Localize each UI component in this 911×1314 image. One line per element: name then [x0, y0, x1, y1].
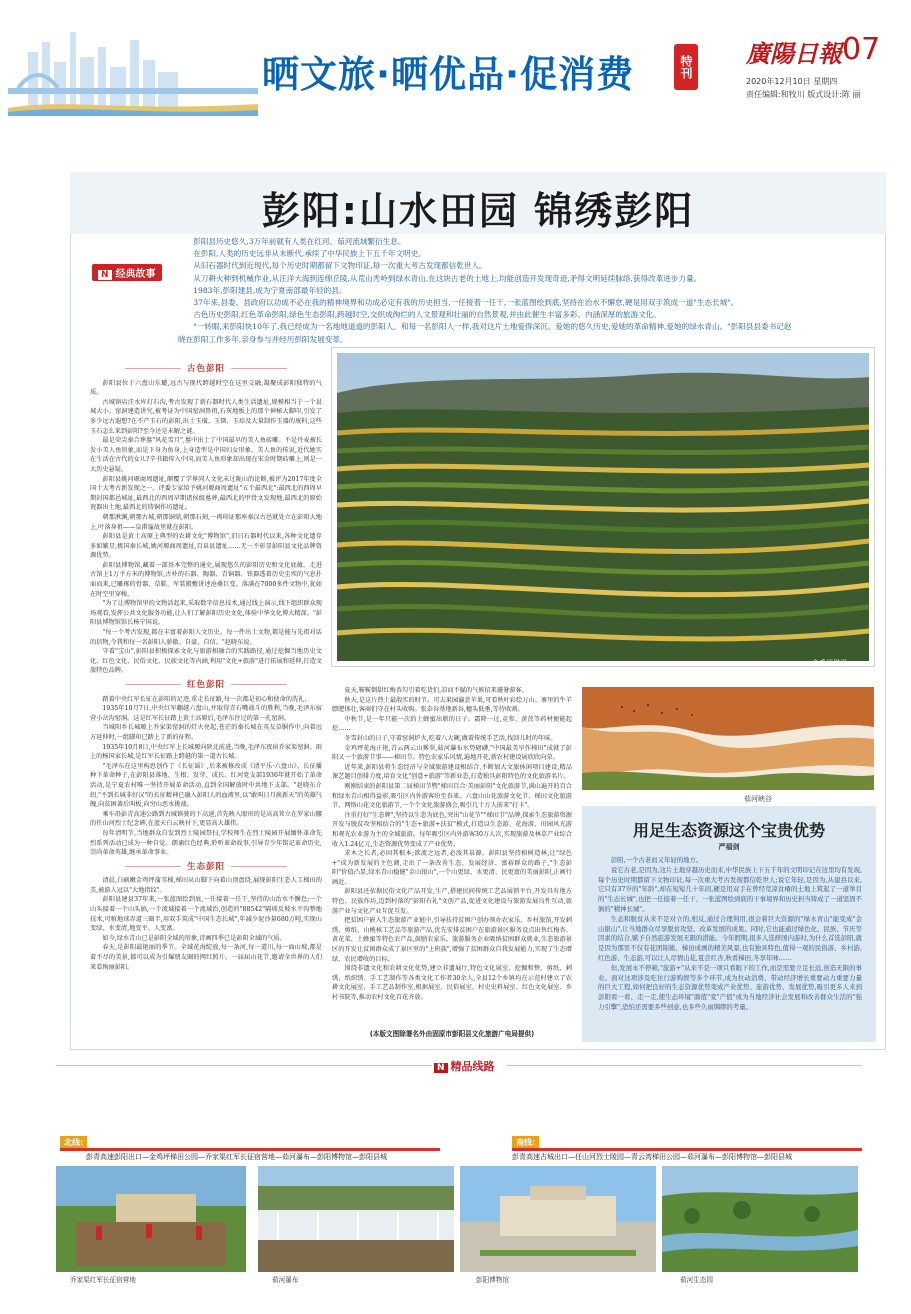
- body-paragraph: 最是荣尖秦合葬墓"风花雪月",墓中出土了中国最早的美人鱼砖雕。不是丹麦被长发小美人鱼形象,而是下身为鱼身,上身造型是中国妇女形象。美人鱼的传说,近代她实在生活在古代的女儿?辛书籍传入中国,而美人鱼形象却出现在宋金时期砖雕上,则是一大历史悬疑。: [90, 437, 322, 473]
- north-route-bar: [60, 1148, 440, 1151]
- commentary-author: 严福剑: [718, 843, 740, 851]
- route-photo-caption: 茹河瀑布: [272, 1276, 299, 1284]
- routes-divider-right: [506, 1065, 862, 1066]
- body-paragraph: 当城阳乡长城塬上乔家渠窑洞的灯火亮起,苍茫的秦长城在英友草胴作中,向着远方延伸时,一组脚印已踏上了新的征程。: [90, 724, 322, 741]
- route-photo-caption: 彭阳博物馆: [476, 1276, 509, 1284]
- routes-divider-left: [56, 1065, 432, 1066]
- small-photo-caption: 茹河峡谷: [744, 795, 772, 803]
- routes-heading-mark: N: [434, 1063, 448, 1073]
- editor-credits: 责任编辑:和牧川 版式设计:陈 丽: [746, 90, 861, 99]
- body-paragraph: 清晨,白刷嫩金鸡坪蒲苇梯,梯田从山脚下向着山顶盘绕,展现彭阳生态人工梯田的美,被游人冠以"大地指纹"。: [90, 877, 322, 894]
- body-paragraph: 如今,绿水青山已是彭阳全域的形象,诗画四季已是彭阳全域的气质。: [102, 934, 286, 942]
- body-paragraph: 彭阳县还依据民俗文化产品开发,生产,搭建民间传统工艺品展销平台,开发具有地方特色、民族作坊,迈到村落的"彭阳有礼"文创产品,促进文化建设与旅游发展良性互动,旅游产业与文化产业互促互发。: [332, 888, 572, 915]
- body-paragraph: 守着"宝山",彭阳县积极探索文化与旅游相融合的实践路径,通过挖掘当地历史文化、红色文化、民俗文化、民族文化等内涵,利用"文化+旅游"进行拓展和延伸,打造文旅特色品牌。: [90, 648, 322, 675]
- commentary-text: [598, 856, 862, 1013]
- body-paragraph: 踏着中央红军长征在彭阳的足迹,重走长征路,每一次都是初心和使命的洗礼。: [102, 695, 311, 703]
- museum-image: [460, 1166, 656, 1272]
- banner-title: 晒文旅·晒优品·促消费: [262, 53, 635, 96]
- body-paragraph: 彭阳县是黄土高原上典型的农耕文化"博物馆",旧日石器时代以来,各种文化遗存多如繁星,极国秦长城,姚河塬商周遗址,百泉县遗址……无一不彰显彭阳县文化品牌资源优势。: [90, 533, 322, 560]
- body-paragraph: 每年清明节,当地群众自发到烈士陵园祭扫,学校师生在烈士陵园开展缅怀革命先烈系列活动已成为一种自觉。朗诵红色经典,聆听革命故事,引导青少年铭记革命历史,崇尚革命英雄,继承革命事业。: [90, 829, 322, 857]
- body-paragraph: 朝那湫渊,朝那古城,朝那铜鼎,朝那石刻,一再印证那座秦汉古邑就处立在彭阳大地上,叶落身祖——皇甫谧故里就在彭阳。: [90, 513, 322, 531]
- intro-paragraph: 古色历史彭阳,红色革命彭阳,绿色生态彭阳,跨越时空,交织成绚烂的人文景观和壮丽的自然景观,并由此催生丰富多彩、内涵深厚的旅游文化。: [193, 310, 661, 320]
- column-left: [90, 360, 322, 1030]
- body-paragraph: 求木之长者,必固其根本;欲流之远者,必浚其泉源。彭阳县坚持植树造林,让"绿色+"成为新发展的主色调,走出了一条改善生态、发展经济、富裕群众的路子,"生态彭阳"价值凸显,绿水青山稳健"金山银山",一个山更绿、水更清、民更富的美丽彭阳,正画行画近。: [332, 850, 572, 886]
- route-photo-waterfall: [258, 1166, 454, 1272]
- routes-heading-label: 精品线路: [450, 1060, 495, 1073]
- body-paragraph: 春天,是彭阳最艳丽的季节。全域花海绽放,每一条河,每一道川,每一面山坡,都是着不尽的美景,都可以成为引爆朋友圈的网红照片。一届届山花节,邀请全世界的人们来看绚丽彭阳。: [90, 944, 322, 971]
- commentary-paragraph: 但,发展永不停顿,"旅游+"从来不是一项只看眼下的工作,而是需要立足长远,创造无限的事业。面对这项涉及吃住行游购娱等多个环节,成为拉动消费、带动经济增长重要动力重要力量的巨大工程,如何把良好的生态资源优势变成产业优势、旅游优势、发展优势,吸引更多人来到彭阳看一看、走一走,使生态环境"颜值"变"产值"成为当地经济社会发展和改善群众生活的"强力引擎",恐怕还需要多些创意,也多些久雨绸缪的考量。: [598, 963, 862, 1011]
- body-paragraph: 古城镇店洼水库打石沟,考古发现了新石器时代人类生活遗址,规模相当于一个县城大小。窑洞建造讲究,被考证为中国窑洞鼻祖,石灰地板上的那个神秘大脚印,引发了多少远古遐想?在不产玉石的彭阳,出土玉璜、玉锛、玉琮及大量制作玉器的废料,这些玉石怎么来到彭阳?至今还是未解之谜。: [90, 398, 322, 435]
- ecopark-image: [662, 1166, 858, 1272]
- south-route-text: 彭青高速古城出口—任山河烈士陵园—青云湾梯田公园—茹河瀑布—彭阳博物馆—彭阳县城: [512, 1153, 792, 1161]
- route-photo-camp: [56, 1166, 246, 1272]
- route-photo-museum: [460, 1166, 656, 1272]
- intro-paragraph: 37年来,县委、县政府以功成不必在我的精神境界和功成必定有我的历史担当,一任接着一任干,一张蓝图绘到底,坚持在治水不懈怠,硬是用双手筑成一道"生态长城"。: [193, 298, 739, 308]
- commentary-paragraph: 说它古老,是因为,这片土地穿越历史而来,中华民族上下五千年的文明印记在这里均有发现,每个历史时期都留下文物印证,每一次重大考古发现都信乾世人;说它年轻,是因为,从建县以来,它只有37岁的"年龄",却在短短几十年间,硬是用双手在曾经荒凉贫瘠的土地上筑起了一道举目的"生态长城",也把一任接着一任干、一张蓝图绘到底的干事境界和历史担当铸成了一道坚固不倒的"精神长城"。: [598, 865, 862, 913]
- page-number: 07: [842, 32, 881, 67]
- story-tag: [92, 264, 162, 281]
- route-photo-caption: 乔家渠红军长征宿营地: [70, 1276, 136, 1284]
- commentary-paragraph: 生态和脱贫从来不是对立的,相反,通过合理利用,很会着巨大资源的"绿水青山"能变成"金山银山",让当地群众尽享脱贫攻坚、改革发展的成果。同时,它也能通过绿色化、民族、节庆等因素的结合,赋予自然旅游发展无限的潜能。今年假期,很多人选择国内游时,为什么首选彭阳,就是因为那里不仅有花团锦簇、梯田成画的精美风景,也有独具特色,值得一观的民俗游、乡村游,红色游、生态游,可以让人尽情山花,夏尝红杏,秋看梯田,冬享年味……: [598, 914, 862, 962]
- body-paragraph: 把贫困户嵌入生态旅游产业链中,引导扶持贫困户创办领办农家乐、乡村旅馆,开发刺绣、剪纸、山桃核工艺品等旅游产品,优先安排贫困户在旅游景区服务设点出售红梅杏、黄花菜、土蜂蜜等特色农产品,鼓励农家乐、旅游服务企业吸纳贫困群众就业,生态旅游景区的开发让贫困群众成了景区里的"上班族",增强了贫困群众自我发展能力,实现了生态增绿、农民增收的目标。: [332, 917, 572, 963]
- body-paragraph: 彭阳县位于六盘山东麓,远古与现代跨越时空在这里交融,凝聚成彭阳独特的气质。: [90, 379, 322, 397]
- body-paragraph: 金鸡坪花海正艳,青云两云山雾翠,茹河瀑布水势磅礴,"中国最美旱作梯田"成就了彭阳又一个旅游节事——梯田节。特色农家乐风情,遍地开花,新农村建设展欣欣向荣。: [332, 744, 572, 762]
- body-paragraph: 彭阳县博物馆,藏着一部基本完整的通史,展现悠久的彭阳历史和文化底蕴。走进古馆上1万平方米的博物馆,古朴的石器、陶器、青铜器、铁器透着历史尘埃的气息扑面而来,已雕琢的骨器、草鞋、军装殿敷讲述沧桑巨变。落满在7000多件文物中,犹如在时空里穿梭。: [90, 561, 322, 598]
- story-tag-label: 经典故事: [115, 269, 156, 280]
- south-route-label: 南线:: [512, 1136, 539, 1149]
- intro-paragraph: "一转眼,来彭阳快10年了,我已经成为一名地地道道的彭阳人。和每一名彭阳人一样,我对这片土地爱得深沉。爱她的悠久历史,爱她的革命精神,爱她的绿水青山。"彭阳县县委书记赵晓在彭阳工作多年,亲身参与并经历彭阳发展变革。: [178, 322, 792, 344]
- terraced-fields-image: [337, 353, 869, 661]
- intro-paragraph: 1983年,彭阳建县,成为宁夏南部最年轻的县。: [193, 285, 347, 295]
- article-headline: 彭阳:山水田园 锦绣彭阳: [261, 189, 695, 233]
- body-paragraph: 彭阳县姚河塬商周遗址,颠覆了学界同人文化未过陇山的论断,被评为2017年度全国十大考古新发现之一。评委专家给予姚河塬商周遗址"五个最西北":最西北的西周早期封国都邑城址,最西北的西周早期诸侯级墓葬,最西北的甲骨文发现地,最西北的原始瓷器出土地,最西北的铸铜作坊遗址。: [90, 475, 322, 512]
- body-paragraph: 刚刚结束的彭阳县第二届梯田节暨"梯田百合·美丽彭阳"文化旅游节,满山遍开的百合和绿水青山相得益彰,吸引区内外游客纷至沓来。六盘山山花旅游文化节、梯田文化旅游节、网络山花文化旅游节,一个个文化旅游盛会,吸引几十万人前来"打卡"。: [332, 782, 572, 810]
- route-photo-caption: 茹河生态园: [680, 1276, 713, 1284]
- body-paragraph: 秋天,是这片热土最殷实的时节。可去果园瀛尝苹果,可看秋叶彩绘万山。寨里的牛羊膘肥体壮,客商们守在村头收购。张杂谷基地新谷,穗头低垂,等待收割。: [332, 696, 572, 714]
- intro-paragraph: 彭阳县历史悠久,3万年前就有人类在红河、茹河流域繁衍生息。: [193, 237, 406, 246]
- route-photo-ecopark: [662, 1166, 858, 1272]
- body-paragraph: 中秋节,是一年只能一次的土蜂蜜出瓶的日子。霜降一过,竞参、黄芪等药材便能起挖……: [332, 715, 572, 733]
- body-paragraph: 冬雪封山的日子,守着窑洞炉火,吃着八大碗,做着传统手艺活,找回儿时的年味。: [344, 734, 557, 742]
- city-skyline-illustration: [8, 12, 258, 116]
- body-paragraph: 1935年10月8日,中央红军上长城塬向陕北前进,当晚,毛泽东夜宿乔家渠窑洞。雨上的杨国家长城,是红军长征路上跨越的第一道古长城。: [90, 743, 322, 761]
- masthead: [0, 0, 911, 118]
- body-paragraph: 彭阳县建县37年来,一张蓝图绘到底,一任接着一任干,坚持的山治水不懈怠;一个山头接着一个山头搞,一个流域接着一个流域治,创造的"88542"隔坡反坡水平沟整地技术,可植地球赤道三圈半,用双手筑成"中国生态长城",年减少泥沙量680万吨,实现山变绿、水变清,地变平、人变富。: [90, 896, 322, 933]
- waterfall-image: [258, 1166, 454, 1272]
- routes-heading: [434, 1058, 495, 1074]
- intro-paragraph: 从旧石器时代到近现代,每个历史时期都留下文物印证,每一次重大考古发现都信乾世人。: [193, 261, 487, 271]
- article-intro: [178, 236, 798, 346]
- section-heading-ancient: 古色彭阳: [90, 365, 322, 375]
- issue-date: 2020年12月10日 星期四: [746, 77, 838, 86]
- body-paragraph: 夏天,鞍鞍倒甜红梅杏勾引着吃货们,凉而不腻的气候招来避暑游客。: [344, 687, 528, 694]
- body-paragraph: 近年来,彭阳县将生态经济与全域旅游建设相结合,不断加大文旅休闲项目建设,精品课艺题目创排力度,培育文化"创意+旅游"等新业态,打造独具彭阳特色的文化旅游名片。: [332, 763, 572, 781]
- body-paragraph: 围绕非遗文化和农耕文化优势,建立非遗展厅,特色文化展室、挖掘和整、剪纸、刺绣、纸织绣、手工艺制作等各类文化工作者30余人,全县12个乡镇均在示范村建立了农耕文化展室、手工艺品制作室,根据展室、民俗展室、村史史料展室、红色文化展室、乡村书院等,推动农村文化百花齐放。: [332, 965, 572, 1001]
- section-heading-red: 红色彭阳: [90, 681, 322, 691]
- story-tag-mark: N: [98, 270, 112, 280]
- special-issue-tag: 特刊: [674, 44, 698, 90]
- body-paragraph: 乘车沿彭青高速公路到古城镇驶的下高速,首先映入眼帘的是高高耸立在罗家山腰的任山河烈士纪念碑,在蓝天白云映衬下,更显高大雄伟。: [90, 810, 322, 828]
- intro-paragraph: 从刀耕火种到机械作业,从汪洋大海到连绵丘陵,从荒山秃岭到绿水青山,在这块古老的土地上,均能创造开发现奇迹,矛得文明延续脉络,获得改革进步力量。: [193, 273, 702, 283]
- photo-credit: (本版文图除署名外由固原市彭阳县文化旅游广电局提供): [369, 1030, 535, 1038]
- column-middle: [332, 686, 572, 1022]
- canyon-photo: [582, 687, 874, 790]
- body-paragraph: 注重打好"生态牌",坚持以生态为底色,突出"山花节""梯田节"品牌,探索生态旅游资源开发与脱贫攻坚相结合的"生态+旅游+扶贫"模式,打造以生态游、花海游、田园风光游和观光农业游为主的全域旅游。每年吸引区内外游客30万人次,实现旅游及林草产业综合收入1.24亿元,生态资源优势变成了产业优势。: [332, 811, 572, 848]
- commentary-title: 用足生态资源这个宝贵优势: [632, 821, 825, 840]
- commentary-box: [582, 806, 876, 1042]
- intro-paragraph: 在彭阳,人类的历史远非从未断代,承续了中华民族上下五千年文明史。: [193, 249, 426, 259]
- body-paragraph: "毛泽东在这里构思创作了《长征谣》,后来被修改成《清平乐·六盘山》。长征播种下革命种子,在彭阳县落地、生根、发芽、成长。红河党支部1936年就开始了革命活动,是宁夏农村唯一坚持开展革命活动,直到全国解放时中共地下支部。"赵晓东介绍,"不到长城非好汉"的长征精神已融入彭阳人的血液里,以"敢叫日月换新天"的英雄气魄,向贫困著后叫板,向穷山恶水挑战。: [90, 762, 322, 809]
- north-route-label: 北线:: [60, 1136, 87, 1149]
- south-route-bar: [512, 1148, 862, 1151]
- commentary-paragraph: 彭阳,一个古老而又年轻的地方。: [610, 856, 703, 864]
- newspaper-name: 廣陽日報: [746, 39, 842, 68]
- terraced-fields-photo: [332, 348, 874, 666]
- body-paragraph: "每一个考古发现,都在丰富着彭阳人文历史。每一件出土文物,都是能与先祖对话的信物,令我和每一名彭阳人骄傲、自豪、自信。"赵晓东说。: [90, 629, 322, 646]
- camp-image: [56, 1166, 246, 1272]
- big-photo-caption: 金鸡坪梯田: [812, 659, 847, 667]
- headline-band: [70, 172, 886, 234]
- north-route-text: 彭青高速彭阳出口—金鸡坪梯田公园—乔家渠红军长征宿营地—茹河瀑布—彭阳博物馆—彭阳县城: [86, 1153, 387, 1161]
- section-heading-eco: 生态彭阳: [90, 863, 322, 873]
- body-paragraph: "为了让博物馆里的文物活起来,采取数字信息技术,通过线上演示,线下组织群众现场观看,发挥公共文化服务功能,让人们了解彭阳历史文化,体验中华文化博大精深。"彭阳县博物馆馆长杨宁国说。: [90, 600, 322, 627]
- body-paragraph: 1935年10月7日,中央红军翻越六盘山,并取得青石嘴战斗的胜利,当晚,毛泽东宿营小岔沟窑洞。这是红军长征踏上黄土高原后,毛泽东住过的第一孔窑洞。: [90, 705, 322, 722]
- canyon-image: [582, 687, 874, 790]
